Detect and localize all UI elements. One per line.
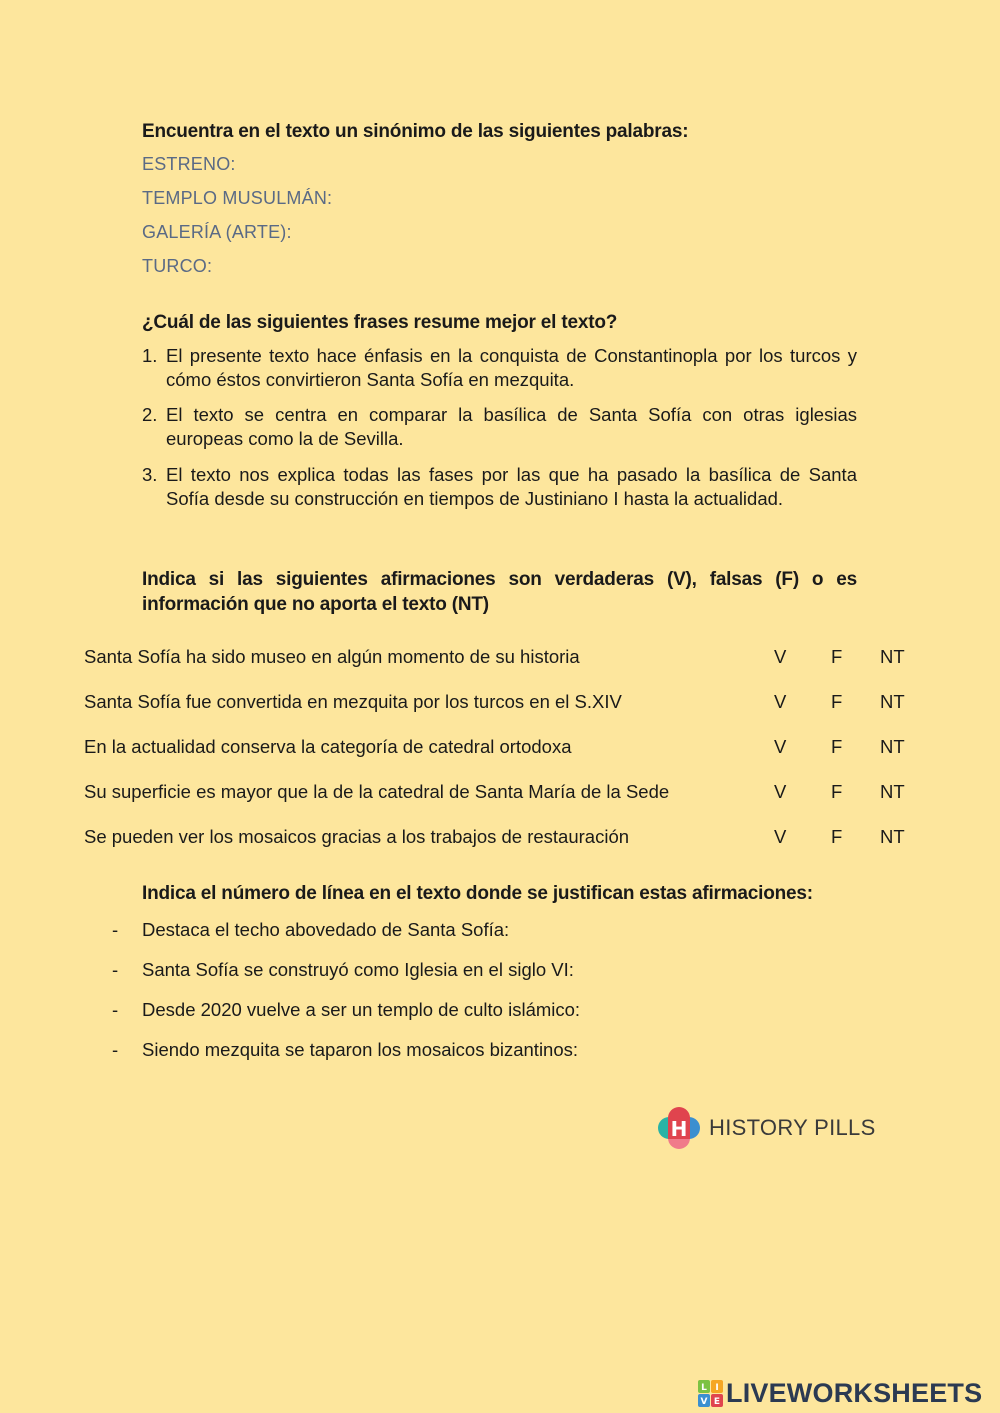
synonym-galeria: GALERÍA (ARTE):: [142, 222, 292, 242]
truefalse-row: [84, 781, 914, 807]
synonym-estreno: ESTRENO:: [142, 154, 236, 174]
option-nt[interactable]: NT: [880, 781, 905, 802]
badge-letter-v: V: [700, 1396, 708, 1407]
option-v[interactable]: V: [774, 691, 787, 712]
option-number: 2.: [142, 404, 158, 425]
statement-text: En la actualidad conserva la categoría de catedral ortodoxa: [84, 736, 572, 757]
truefalse-row: [84, 646, 914, 672]
line-item: [112, 919, 509, 941]
truefalse-row: [84, 826, 914, 852]
dash-marker: -: [112, 1039, 119, 1060]
line-item: [112, 959, 574, 981]
summary-title: ¿Cuál de las siguientes frases resume mejor el texto?: [142, 312, 618, 333]
history-pills-logo: [657, 1106, 876, 1150]
history-pills-mark-icon: [657, 1106, 701, 1150]
liveworksheets-logo[interactable]: [698, 1378, 982, 1409]
line-item-text: Desde 2020 vuelve a ser un templo de culto islámico:: [142, 999, 581, 1020]
truefalse-row: [84, 736, 914, 762]
badge-letter-l: L: [701, 1382, 707, 1393]
option-v[interactable]: V: [774, 826, 787, 847]
summary-option[interactable]: [142, 403, 857, 451]
option-nt[interactable]: NT: [880, 646, 905, 667]
line-item-text: Santa Sofía se construyó como Iglesia en el siglo VI:: [142, 959, 574, 980]
synonym-templo: TEMPLO MUSULMÁN:: [142, 188, 333, 208]
line-item: [112, 999, 580, 1021]
lines-title: Indica el número de línea en el texto donde se justifican estas afirmaciones:: [142, 883, 813, 904]
option-nt[interactable]: NT: [880, 691, 905, 712]
option-f[interactable]: F: [831, 826, 843, 847]
summary-option[interactable]: [142, 344, 857, 392]
option-nt[interactable]: NT: [880, 736, 905, 757]
option-nt[interactable]: NT: [880, 826, 905, 847]
option-number: 1.: [142, 345, 158, 366]
history-pills-text: HISTORY PILLS: [709, 1115, 876, 1140]
option-number: 3.: [142, 464, 158, 485]
badge-letter-i: I: [715, 1382, 719, 1393]
option-f[interactable]: F: [831, 691, 843, 712]
statement-text: Su superficie es mayor que la de la catedral de Santa María de la Sede: [84, 781, 670, 802]
option-v[interactable]: V: [774, 646, 787, 667]
statement-text: Se pueden ver los mosaicos gracias a los trabajos de restauración: [84, 826, 630, 847]
synonyms-title: Encuentra en el texto un sinónimo de las siguientes palabras:: [142, 121, 689, 142]
truefalse-row: [84, 691, 914, 717]
statement-text: Santa Sofía fue convertida en mezquita por los turcos en el S.XIV: [84, 691, 622, 712]
synonym-turco: TURCO:: [142, 256, 213, 276]
statement-text: Santa Sofía ha sido museo en algún momento de su historia: [84, 646, 580, 667]
option-v[interactable]: V: [774, 736, 787, 757]
line-item: [112, 1039, 578, 1061]
line-item-text: Destaca el techo abovedado de Santa Sofía:: [142, 919, 510, 940]
option-text: El texto nos explica todas las fases por las que ha pasado la basílica de Santa Sofía desde su construcción en tiempos de Justiniano I hasta la actualidad.: [166, 464, 857, 509]
liveworksheets-text: LIVEWORKSHEETS: [726, 1378, 983, 1408]
option-f[interactable]: F: [831, 781, 843, 802]
truefalse-title: Indica si las siguientes afirmaciones son verdaderas (V), falsas (F) o es información que no aporta el texto (NT): [142, 569, 857, 615]
line-item-text: Siendo mezquita se taparon los mosaicos bizantinos:: [142, 1039, 579, 1060]
history-pills-mark-letter: H: [670, 1117, 688, 1141]
option-f[interactable]: F: [831, 646, 843, 667]
summary-option[interactable]: [142, 463, 857, 511]
badge-letter-e: E: [713, 1396, 721, 1407]
option-v[interactable]: V: [774, 781, 787, 802]
liveworksheets-badge-icon: [698, 1380, 724, 1408]
option-text: El texto se centra en comparar la basílica de Santa Sofía con otras iglesias europeas como la de Sevilla.: [166, 404, 857, 449]
dash-marker: -: [112, 919, 119, 940]
option-text: El presente texto hace énfasis en la conquista de Constantinopla por los turcos y cómo éstos convirtieron Santa Sofía en mezquita.: [166, 345, 857, 390]
dash-marker: -: [112, 999, 119, 1020]
option-f[interactable]: F: [831, 736, 843, 757]
dash-marker: -: [112, 959, 119, 980]
